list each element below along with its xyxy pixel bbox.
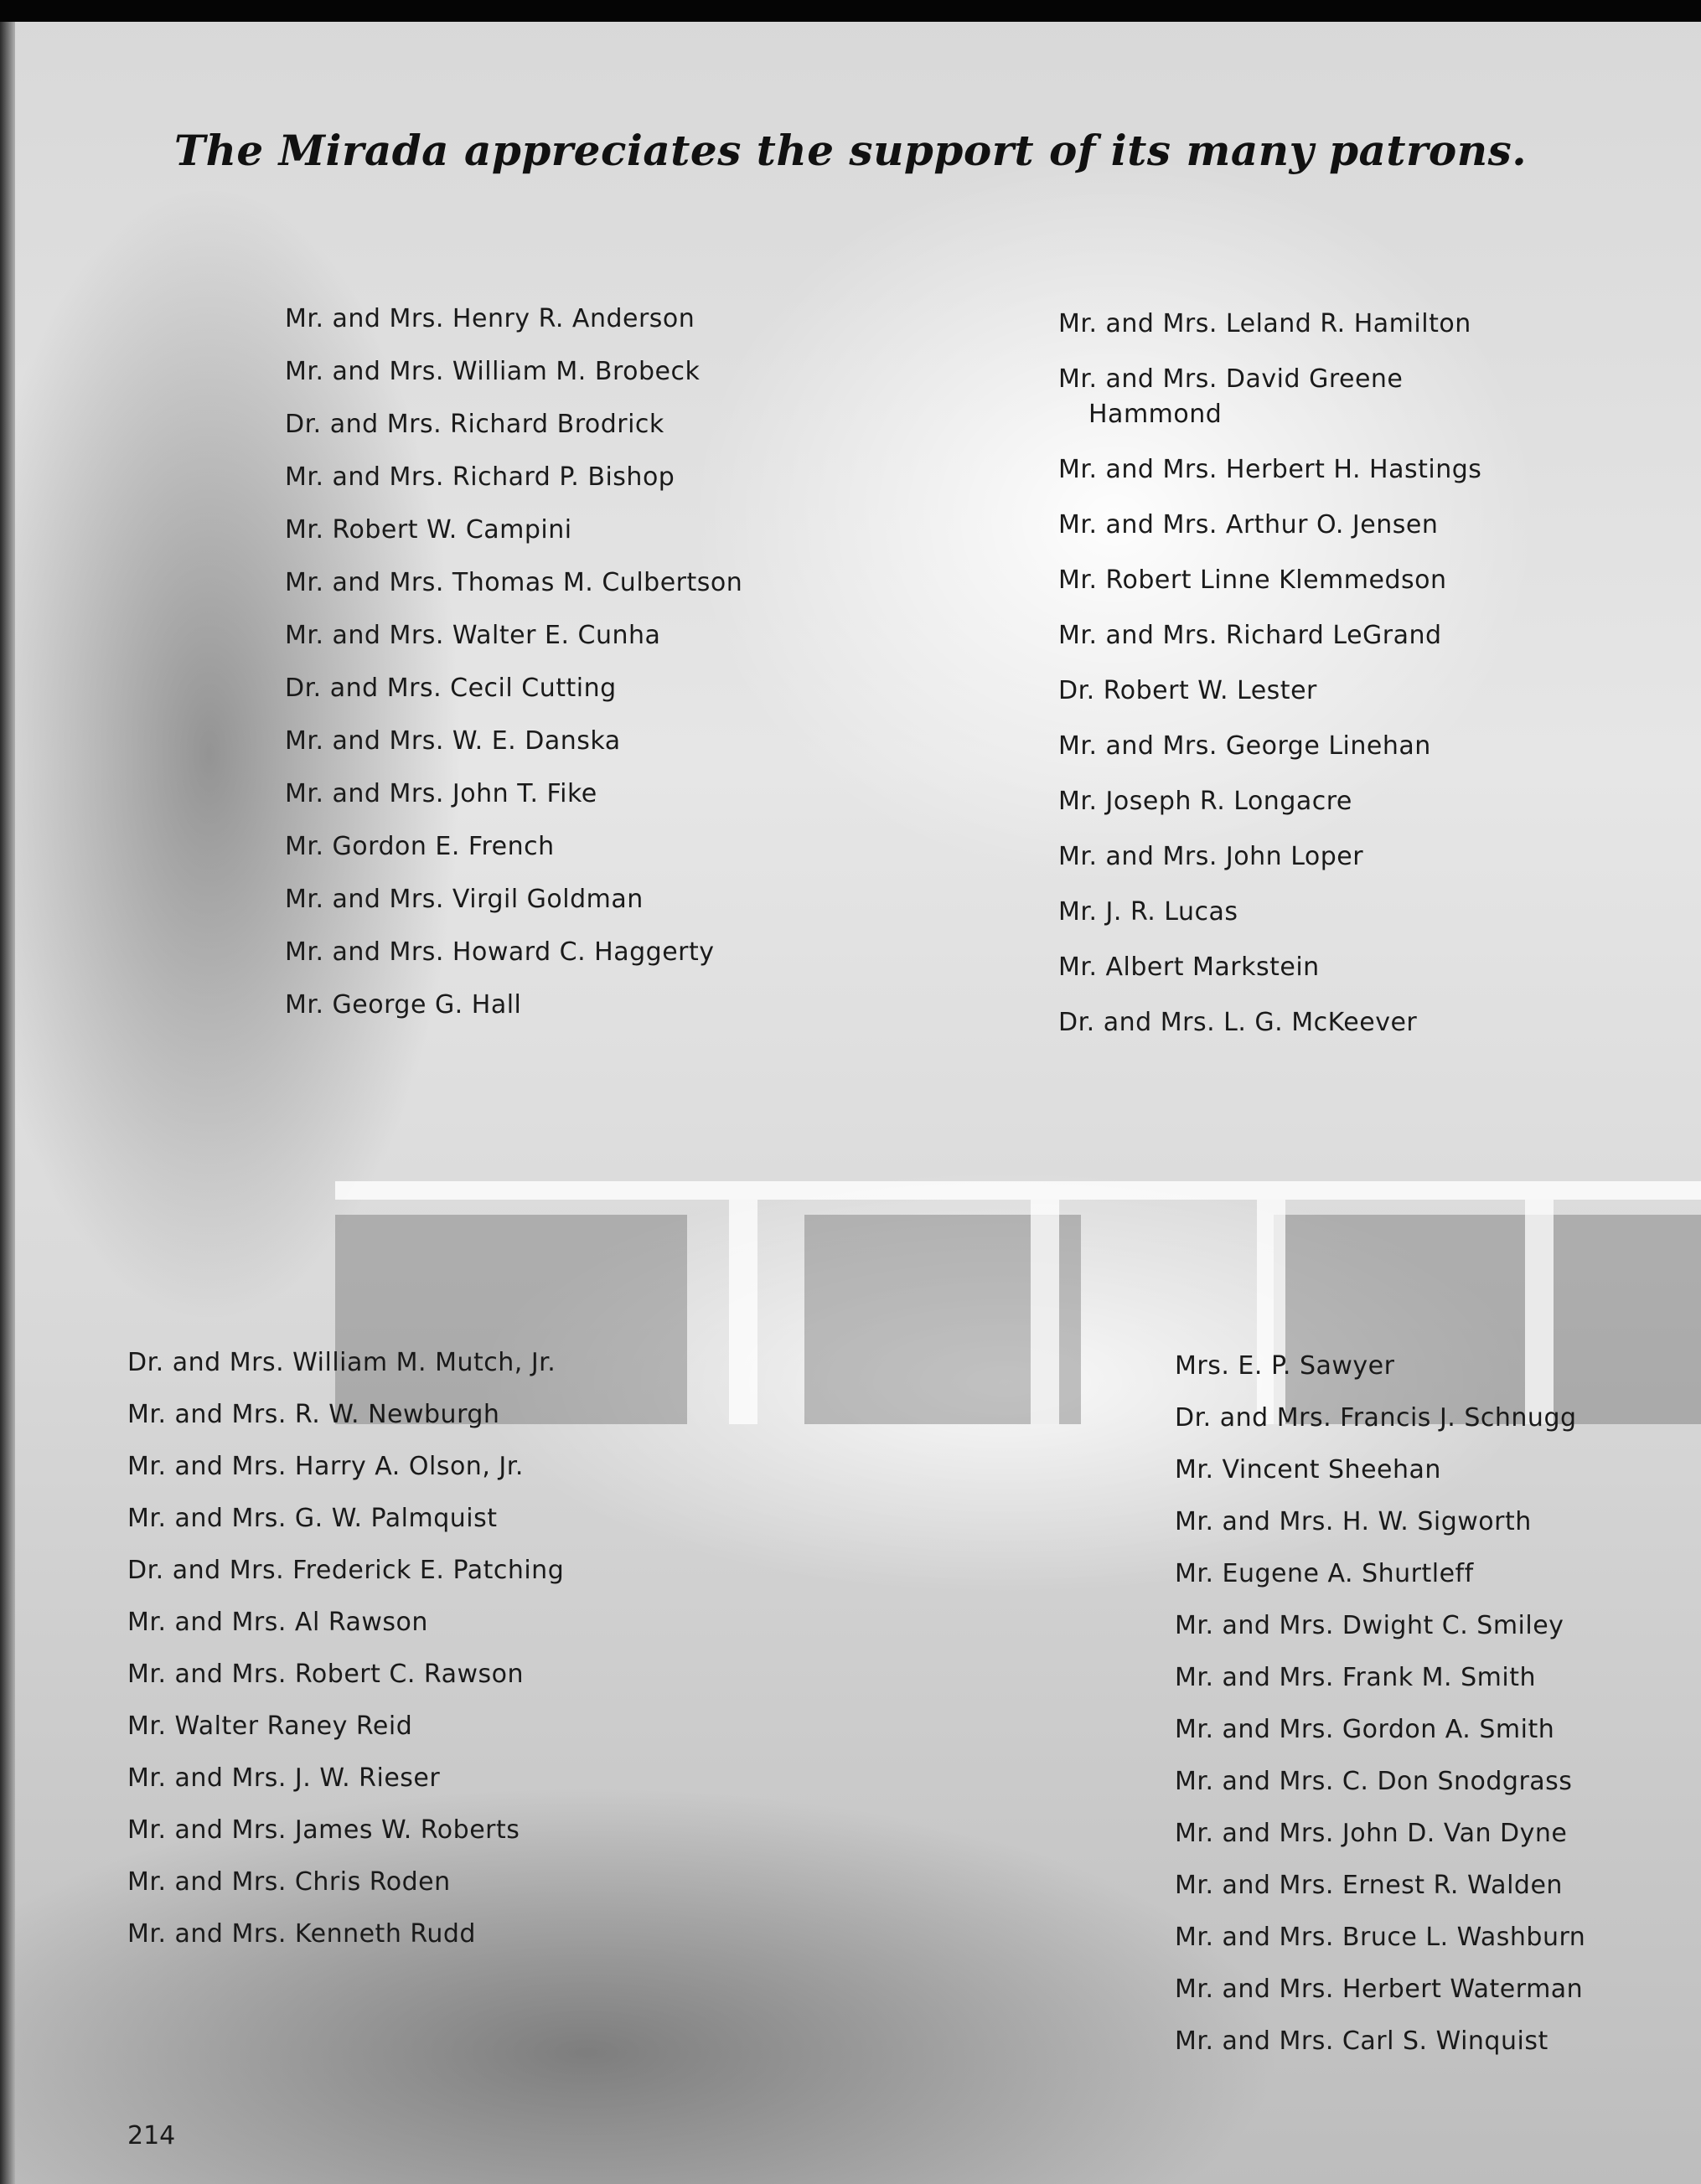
patron-name: Mr. and Mrs. Al Rawson (127, 1608, 428, 1637)
patron-name: Mr. and Mrs. Richard LeGrand (1058, 621, 1442, 650)
patron-name: Mr. and Mrs. Thomas M. Culbertson (285, 568, 743, 597)
page-binding (0, 22, 15, 2184)
patron-name: Mr. and Mrs. Arthur O. Jensen (1058, 510, 1439, 540)
patron-name: Mr. and Mrs. Virgil Goldman (285, 885, 644, 914)
patron-name: Mr. and Mrs. Gordon A. Smith (1175, 1715, 1555, 1744)
patron-name: Mr. Vincent Sheehan (1175, 1455, 1441, 1484)
patron-name: Dr. and Mrs. William M. Mutch, Jr. (127, 1348, 556, 1377)
page-heading: The Mirada appreciates the support of its many patrons. (173, 126, 1528, 175)
patron-name: Mr. Gordon E. French (285, 832, 555, 861)
patron-name: Mr. and Mrs. H. W. Sigworth (1175, 1507, 1532, 1536)
patron-name: Mr. Joseph R. Longacre (1058, 787, 1352, 816)
patron-name: Mr. and Mrs. Herbert Waterman (1175, 1975, 1584, 2004)
patron-name: Mr. and Mrs. John D. Van Dyne (1175, 1819, 1568, 1848)
patron-name: Mr. and Mrs. G. W. Palmquist (127, 1504, 498, 1533)
patron-name: Mr. J. R. Lucas (1058, 897, 1238, 927)
page-number: 214 (127, 2121, 176, 2150)
patron-name: Dr. and Mrs. Francis J. Schnugg (1175, 1403, 1577, 1433)
patron-name: Mr. and Mrs. George Linehan (1058, 731, 1431, 761)
patron-list-upper-left (285, 303, 742, 1042)
patron-name: Mr. and Mrs. R. W. Newburgh (127, 1400, 500, 1429)
patron-name: Mr. Robert Linne Klemmedson (1058, 565, 1447, 595)
patron-list-lower-left (127, 1347, 564, 1970)
patron-name: Mrs. E. P. Sawyer (1175, 1351, 1395, 1381)
patron-name: Mr. and Mrs. William M. Brobeck (285, 357, 701, 386)
patron-name: Mr. and Mrs. Leland R. Hamilton (1058, 309, 1471, 338)
patron-name: Mr. and Mrs. Bruce L. Washburn (1175, 1923, 1586, 1952)
patron-name: Mr. Robert W. Campini (285, 515, 572, 545)
patron-name: Mr. and Mrs. Harry A. Olson, Jr. (127, 1452, 524, 1481)
patron-name: Mr. and Mrs. John Loper (1058, 842, 1364, 871)
patron-name: Mr. George G. Hall (285, 990, 522, 1020)
patron-name: Dr. and Mrs. L. G. McKeever (1058, 1008, 1418, 1037)
patron-name: Mr. and Mrs. Richard P. Bishop (285, 462, 675, 492)
patron-name: Mr. and Mrs. J. W. Rieser (127, 1763, 441, 1793)
patron-name: Mr. and Mrs. W. E. Danska (285, 726, 621, 756)
patron-name: Mr. and Mrs. Carl S. Winquist (1175, 2027, 1548, 2056)
patron-name: Mr. and Mrs. Chris Roden (127, 1867, 451, 1897)
patron-name: Mr. and Mrs. John T. Fike (285, 779, 597, 808)
patron-list-upper-right (1058, 307, 1524, 1061)
patron-name: Mr. and Mrs. Dwight C. Smiley (1175, 1611, 1564, 1640)
patron-name: Mr. and Mrs. Robert C. Rawson (127, 1660, 525, 1689)
patron-name: Mr. Eugene A. Shurtleff (1175, 1559, 1474, 1588)
patron-name: Mr. and Mrs. Herbert H. Hastings (1058, 455, 1482, 484)
patron-name: Mr. and Mrs. Walter E. Cunha (285, 621, 661, 650)
patron-name: Dr. and Mrs. Cecil Cutting (285, 674, 617, 703)
patron-name: Mr. and Mrs. C. Don Snodgrass (1175, 1767, 1573, 1796)
patron-name: Mr. and Mrs. David Greene Hammond (1058, 364, 1404, 429)
patron-name: Mr. Walter Raney Reid (127, 1712, 413, 1741)
patron-name: Dr. and Mrs. Frederick E. Patching (127, 1556, 565, 1585)
patron-name: Mr. and Mrs. James W. Roberts (127, 1815, 520, 1845)
patron-name: Mr. and Mrs. Ernest R. Walden (1175, 1871, 1563, 1900)
patron-name: Mr. Albert Markstein (1058, 953, 1320, 982)
patron-name: Mr. and Mrs. Frank M. Smith (1175, 1663, 1536, 1692)
patron-name: Mr. and Mrs. Henry R. Anderson (285, 304, 695, 333)
patron-name: Dr. and Mrs. Richard Brodrick (285, 410, 664, 439)
scan-top-edge (0, 0, 1701, 22)
patron-name: Mr. and Mrs. Kenneth Rudd (127, 1919, 476, 1949)
patron-list-lower-right (1175, 1350, 1585, 2078)
patron-name: Dr. Robert W. Lester (1058, 676, 1317, 705)
patron-name: Mr. and Mrs. Howard C. Haggerty (285, 937, 715, 967)
